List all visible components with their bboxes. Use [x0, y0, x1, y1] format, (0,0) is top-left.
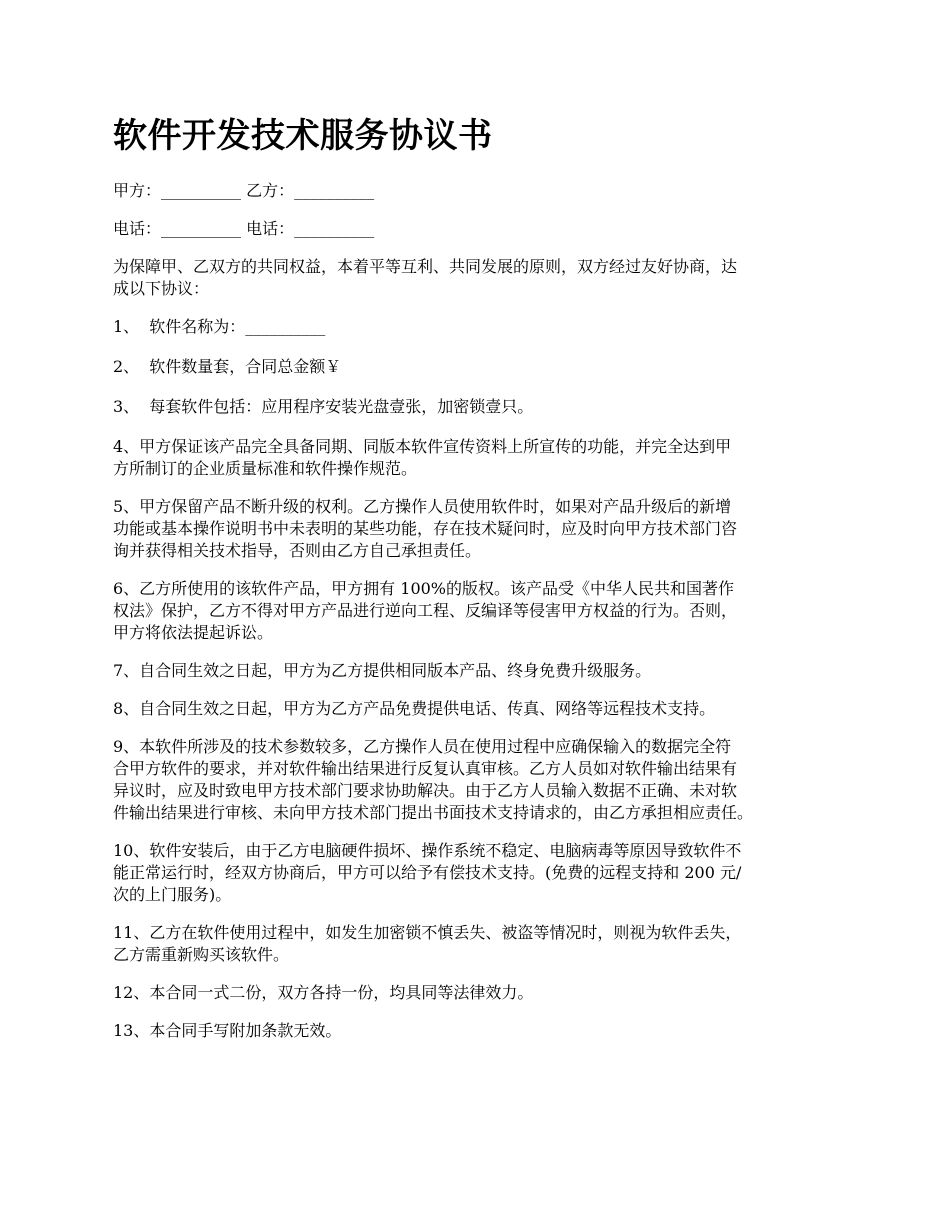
- clause-line: 件输出结果进行审核、未向甲方技术部门提出书面技术支持请求的，由乙方承担相应责任。: [113, 803, 754, 822]
- clause-line: 甲方将依法提起诉讼。: [113, 623, 274, 642]
- clause-line: 6、乙方所使用的该软件产品，甲方拥有 100%的版权。该产品受《中华人民共和国著作: [113, 579, 735, 598]
- clause-line: 9、本软件所涉及的技术参数较多，乙方操作人员在使用过程中应确保输入的数据完全符: [113, 737, 732, 756]
- clause-9: [113, 736, 848, 824]
- clause-8: [113, 698, 848, 720]
- clause-line: 能正常运行时，经双方协商后，甲方可以给予有偿技术支持。(免费的远程支持和 200 元/: [113, 863, 742, 882]
- phone-line: 电话：__________ 电话：__________: [113, 219, 375, 238]
- clause-text: 软件数量套，合同总金额￥: [149, 357, 342, 376]
- clause-13: [113, 1020, 848, 1042]
- document-page: [113, 110, 848, 1058]
- clause-number: 3、: [113, 397, 140, 416]
- clause-line: 5、甲方保留产品不断升级的权利。乙方操作人员使用软件时，如果对产品升级后的新增: [113, 497, 732, 516]
- clause-line: 异议时，应及时致电甲方技术部门要求协助解决。由于乙方人员输入数据不正确、未对软: [113, 781, 738, 800]
- clause-number: 1、: [113, 317, 140, 336]
- clause-12: [113, 982, 848, 1004]
- clause-line: 方所制订的企业质量标准和软件操作规范。: [113, 459, 418, 478]
- intro-line: 成以下协议：: [113, 279, 210, 298]
- intro-paragraph: [113, 256, 848, 300]
- clause-line: 12、本合同一式二份，双方各持一份，均具同等法律效力。: [113, 983, 534, 1002]
- clause-line: 8、自合同生效之日起，甲方为乙方产品免费提供电话、传真、网络等远程技术支持。: [113, 699, 716, 718]
- clause-text: 每套软件包括：应用程序安装光盘壹张，加密锁壹只。: [149, 397, 534, 416]
- clause-text: 软件名称为：__________: [149, 317, 326, 336]
- clause-line: 10、软件安装后，由于乙方电脑硬件损坏、操作系统不稳定、电脑病毒等原因导致软件不: [113, 841, 742, 860]
- clause-6: [113, 578, 848, 644]
- clause-line: 11、乙方在软件使用过程中，如发生加密锁不慎丢失、被盗等情况时，则视为软件丢失，: [113, 923, 742, 942]
- clause-11: [113, 922, 848, 966]
- document-title: 软件开发技术服务协议书: [113, 116, 493, 156]
- clause-line: 7、自合同生效之日起，甲方为乙方提供相同版本产品、终身免费升级服务。: [113, 661, 652, 680]
- clause-line: 次的上门服务)。: [113, 885, 232, 904]
- clause-7: [113, 660, 848, 682]
- clause-line: 13、本合同手写附加条款无效。: [113, 1021, 342, 1040]
- intro-line: 为保障甲、乙双方的共同权益，本着平等互利、共同发展的原则，双方经过友好协商，达: [113, 257, 738, 276]
- clause-line: 权法》保护，乙方不得对甲方产品进行逆向工程、反编译等侵害甲方权益的行为。否则，: [113, 601, 738, 620]
- clause-line: 乙方需重新购买该软件。: [113, 945, 290, 964]
- clause-5: [113, 496, 848, 562]
- clause-line: 功能或基本操作说明书中未表明的某些功能，存在技术疑问时，应及时向甲方技术部门咨: [113, 519, 738, 538]
- parties-line: 甲方：__________ 乙方：__________: [113, 181, 375, 200]
- clause-line: 4、甲方保证该产品完全具备同期、同版本软件宣传资料上所宣传的功能，并完全达到甲: [113, 437, 732, 456]
- clause-line: 合甲方软件的要求，并对软件输出结果进行反复认真审核。乙方人员如对软件输出结果有: [113, 759, 738, 778]
- clause-line: 询并获得相关技术指导，否则由乙方自己承担责任。: [113, 541, 482, 560]
- clause-number: 2、: [113, 357, 140, 376]
- clause-2: [113, 356, 848, 378]
- clause-3: [113, 396, 848, 418]
- clause-4: [113, 436, 848, 480]
- clause-1: [113, 316, 848, 338]
- clause-10: [113, 840, 848, 906]
